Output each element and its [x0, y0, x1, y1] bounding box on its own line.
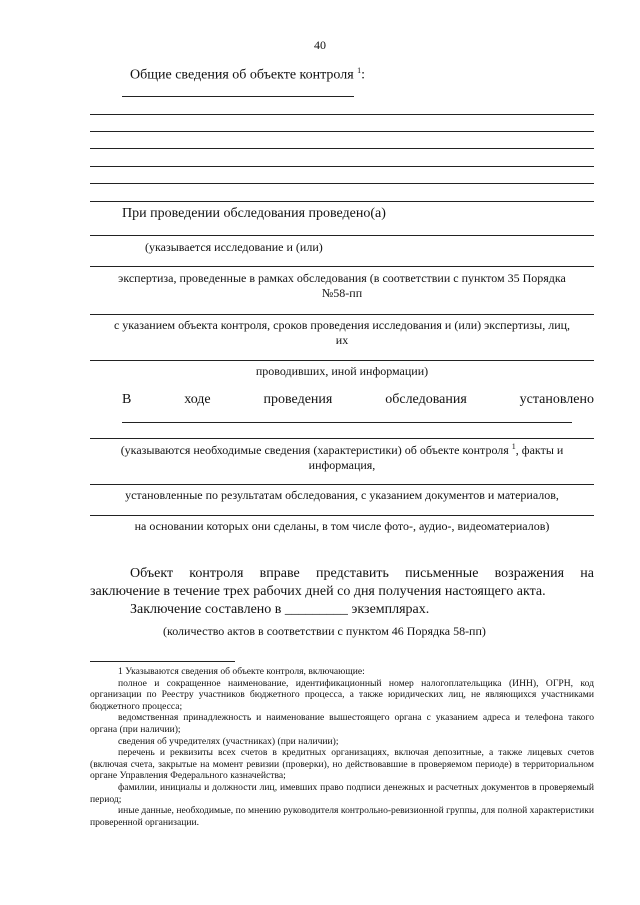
copies-hint: (количество актов в соответствии с пунктом 46 Порядка 58-пп)	[163, 624, 486, 638]
footnote-separator	[90, 661, 235, 662]
findings-hint: (указываются необходимые сведения (характеристики) об объекте контроля $^1$, факты и информация,	[120, 442, 564, 472]
blank-line	[90, 235, 594, 236]
blank-line	[90, 360, 594, 361]
inspection-hint: проводивших, иной информации)	[255, 364, 429, 378]
blank-line	[90, 114, 594, 115]
inspection-hint: (указывается исследование и (или)	[145, 240, 323, 254]
inspection-hint: с указанием объекта контроля, сроков проведения исследования и (или) экспертизы, лиц, их	[113, 318, 571, 347]
page-number: 40	[314, 38, 326, 52]
blank-line	[90, 131, 594, 132]
inspection-hint: экспертиза, проведенные в рамках обследования (в соответствии с пунктом 35 Порядка №58-пп	[118, 271, 566, 300]
blank-line	[90, 266, 594, 267]
footnote-ref: 1	[511, 442, 516, 451]
blank-line	[90, 201, 594, 202]
footnote-item: иные данные, необходимые, по мнению руководителя контрольно-ревизионной группы, для полной характеристики проверенной организации.	[90, 805, 594, 828]
findings-hint: установленные по результатам обследования, с указанием документов и материалов,	[125, 488, 559, 502]
findings-intro: В ходе проведения обследования установлено	[122, 392, 594, 407]
footnote-title: 1 Указываются сведения об объекте контроля, включающие:	[118, 666, 365, 677]
blank-line	[90, 484, 594, 485]
footnote-item: перечень и реквизиты всех счетов в кредитных организациях, включая депозитные, а также лицевых счетов (включая счета, закрытые на момент ревизии (проверки), но действовавшие в проверяемом периоде) в территориальном органе Управления Федерального казначейства;	[90, 747, 594, 782]
blank-line	[90, 438, 594, 439]
copies-blank: _________	[284, 602, 348, 617]
copies-line: Заключение составлено в _________ экземплярах.	[130, 602, 430, 617]
footnote-item: сведения об учредителях (участниках) (при наличии);	[118, 735, 339, 747]
blank-line	[90, 148, 594, 149]
objection-line-1: Объект контроля вправе представить письменные возражения на	[130, 566, 594, 581]
objection-line-2: заключение в течение трех рабочих дней со дня получения настоящего акта.	[90, 584, 546, 599]
blank-line	[90, 314, 594, 315]
blank-line	[90, 183, 594, 184]
footnote-item: ведомственная принадлежность и наименование вышестоящего органа с указанием адреса и телефона такого органа (при наличии);	[90, 712, 594, 735]
footnote-ref: 1	[357, 66, 362, 75]
footnote	[90, 666, 594, 828]
footnote-item: фамилии, инициалы и должности лиц, имевших право подписи денежных и расчетных документов в проверяемый период;	[90, 781, 594, 805]
footnote-item: полное и сокращенное наименование, идентификационный номер налогоплательщика (ИНН), ОГРН, код организации по Реестру участников бюджетного процесса, а также юридических лиц, не являющихся участниками бюджетного процесса;	[90, 677, 594, 712]
blank-line	[90, 515, 594, 516]
inspection-intro: При проведении обследования проведено(а)	[122, 206, 386, 221]
blank-line	[122, 422, 572, 423]
blank-line	[90, 166, 594, 167]
findings-hint: на основании которых они сделаны, в том числе фото-, аудио-, видеоматериалов)	[134, 519, 550, 533]
general-info-label: Общие сведения об объекте контроля $^1$:	[130, 66, 366, 83]
general-info-underline	[122, 96, 354, 97]
